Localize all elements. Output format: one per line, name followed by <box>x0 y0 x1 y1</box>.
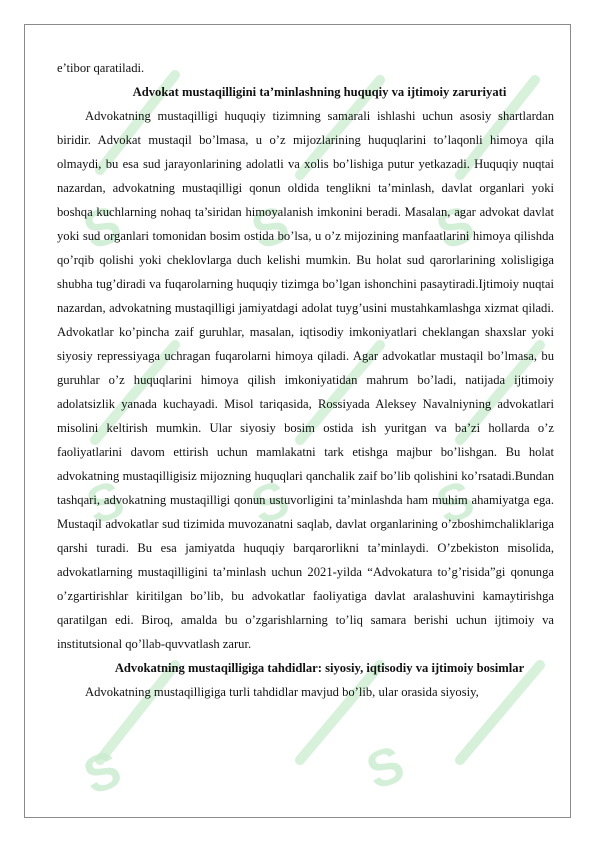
watermark-glyph: S <box>359 734 412 802</box>
watermark-glyph: S <box>76 739 129 807</box>
watermark-glyph: S <box>79 469 132 537</box>
section-heading-1: Advokat mustaqilligini ta’minlashning huquqiy va ijtimoiy zaruriyati <box>132 85 507 99</box>
watermark-glyph: S <box>76 194 129 262</box>
watermark-glyph: S <box>429 469 482 537</box>
watermark-glyph: S <box>429 194 482 262</box>
document-body <box>57 56 554 704</box>
paragraph-2: Advokatning mustaqilligiga turli tahdidlar mavjud bo’lib, ular orasida siyosiy, <box>85 685 479 699</box>
continuation-text: e’tibor qaratiladi. <box>57 61 145 75</box>
watermark-glyph: S <box>244 194 297 262</box>
watermark-glyph: S <box>244 469 297 537</box>
section-heading-2: Advokatning mustaqilligiga tahdidlar: siyosiy, iqtisodiy va ijtimoiy bosimlar <box>114 661 525 675</box>
paragraph-1: Advokatning mustaqilligi huquqiy tizimning samarali ishlashi uchun asosiy shartlardan biridir. Advokat mustaqil bo’lmasa, u o’z mijozlarining huquqlarini to’laqonli himoya qila olmaydi, bu esa sud jarayonlarining adolatli va xolis bo’lishiga putur yetkazadi. Huquqiy nuqtai nazardan, advokatning mustaqilligi qonun oldida tenglikni ta’minlash, davlat organlari yoki boshqa kuchlarning nohaq ta’siridan himoyalanish imkonini beradi. Masalan, agar advokat davlat yoki sud organlari tomonidan bosim ostida bo’lsa, u o’z mijozining manfaatlarini himoya qilishda qo’rqib qolishi yoki cheklovlarga duch kelishi mumkin. Bu holat sud qarorlarining xolisligiga shubha tug’diradi va fuqarolarning huquqiy tizimga bo’lgan ishonchini pasaytiradi.Ijtimoiy nuqtai nazardan, advokatning mustaqilligi jamiyatdagi adolat tuyg’usini mustahkamlashga xizmat qiladi. Advokatlar ko’pincha zaif guruhlar, masalan, iqtisodiy imkoniyatlari cheklangan shaxslar yoki siyosiy repressiyaga uchragan fuqarolarni himoya qiladi. Agar advokatlar mustaqil bo’lmasa, bu guruhlar o’z huquqlarini himoya qilish imkoniyatidan mahrum bo’ladi, natijada ijtimoiy adolatsizlik yanada kuchayadi. Misol tariqasida, Rossiyada Aleksey Navalniyning advokatlari misolini keltirish mumkin. Ular siyosiy bosim ostida ish yuritgan va ba’zi hollarda o’z faoliyatlarini davom ettirish uchun mamlakatni tark etishga majbur bo’lishgan. Bu holat advokatning mustaqilligisiz mijozning huquqlari qanchalik zaif bo’lib qolishini ko’rsatadi.Bundan tashqari, advokatning mustaqilligi qonun ustuvorligini ta’minlashda ham muhim ahamiyatga ega. Mustaqil advokatlar sud tizimida muvozanatni saqlab, davlat organlarining o’zboshimchaliklariga qarshi turadi. Bu esa jamiyatda huquqiy barqarorlikni ta’minlaydi. O’zbekiston misolida, advokatlarning mustaqilligini ta’minlash uchun 2021-yilda “Advokatura to’g’risida”gi qonunga o’zgartirishlar kiritilgan bo’lib, bu advokatlar faoliyatiga davlat aralashuvini kamaytirishga qaratilgan edi. Biroq, amalda bu o’zgarishlarning to’liq samara berishi uchun ijtimoiy va institutsional qo’llab-quvvatlash zarur. <box>57 109 554 651</box>
